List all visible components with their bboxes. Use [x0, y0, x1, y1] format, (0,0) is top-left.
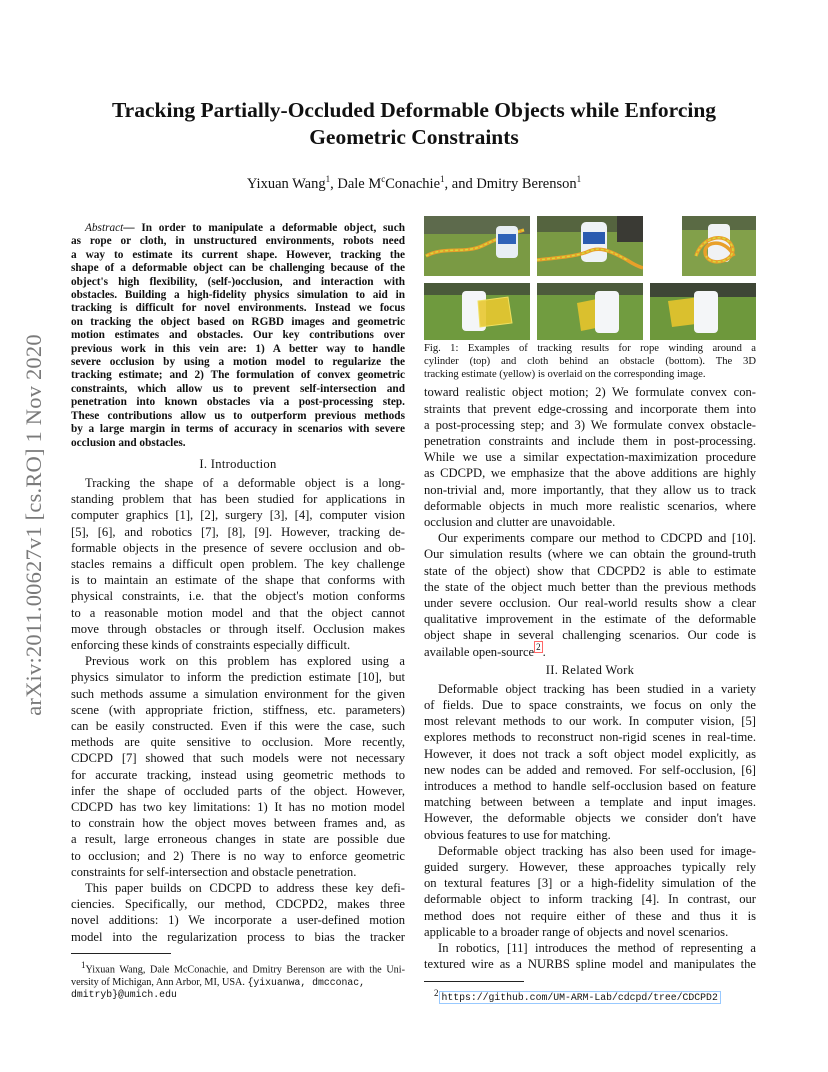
author-name: , and Dmitry Berenson [444, 175, 577, 192]
text-line: methods are quite sensitive to occlusion. More recently, [71, 735, 405, 750]
text-line: state of the object) show that CDCPD2 is able to estimate [424, 563, 756, 578]
footnote-link[interactable]: 2 [536, 642, 541, 653]
abstract-label: Abstract [85, 222, 124, 234]
text-line: CDCPD has two key limitations: 1) It has no motion model [71, 799, 405, 814]
footnote-rule [71, 953, 171, 954]
caption-line: Fig. 1: Examples of tracking results for rope winding around a [424, 343, 756, 354]
text-line: qualitative improvement in the estimate of the deformable [424, 612, 756, 627]
text-line: Our experiments compare our method to CDCPD and [10]. [438, 531, 756, 546]
affiliation-mark: 1 [325, 174, 331, 184]
text-line: While we use a similar expectation-maximization procedure [424, 450, 756, 465]
text-line: guided surgery. However, these approaches typically rely [424, 860, 756, 875]
abstract-line: motion estimates and obstacles. Our key contributions over [71, 329, 405, 342]
text-line: CDCPD [7] showed that such models were not necessary [71, 751, 405, 766]
text-line: scene (with appropriate friction, stiffness, etc. parameters) [71, 702, 405, 717]
figure-1-images [424, 216, 756, 336]
abstract-line: constraints, which allow us to prevent self-intersection and [71, 382, 405, 395]
text-line: object shape in several challenging scenarios. Our code is [424, 628, 756, 643]
text-line: physical constraints, i.e. that the object's motion conforms [71, 589, 405, 604]
footnote-mark: 2 [434, 987, 439, 998]
paragraph [71, 880, 405, 945]
text-line: such methods assume a simulation environment for the given [71, 686, 405, 701]
caption-line: tracking estimate (yellow) is overlaid on the corresponding image. [424, 368, 706, 380]
text-line: of fields. Due to space constraints, we focus on only the [424, 698, 756, 713]
text-line: obvious features to use for matching. [424, 827, 611, 842]
text-line: textured wire as a NURBS spline model and manipulates the [424, 957, 756, 972]
text-line: most relevant methods to our work. In computer vision, [5] [424, 714, 756, 729]
section-heading: II. Related Work [545, 662, 635, 677]
caption-line: cylinder (top) and cloth behind an obstacle (bottom). The 3D [424, 355, 756, 367]
rope-photo-1 [424, 216, 530, 276]
text-line: In robotics, [11] introduces the method of representing a [438, 941, 756, 956]
paragraph [424, 843, 756, 940]
text-line: move through obstacles or through itself. Occlusion makes [71, 621, 405, 636]
text-line: Previous work on this problem has explored using a [85, 654, 405, 669]
text-line: can be easily constructed. Even if this were the case, such [71, 718, 405, 733]
text-line: for accurate tracking, instead using geometric methods to [71, 767, 405, 782]
paragraph [71, 653, 405, 880]
text-line: Deformable object tracking has been studied in a variety [438, 681, 756, 696]
abstract-line: a way to estimate its current shape. However, tracking the [71, 248, 405, 261]
affiliation-mark: 1 [440, 174, 445, 184]
text-line: novel additions: 1) We incorporate a user-defined motion [71, 913, 405, 928]
text-line: available open-source $^2$ . [424, 642, 546, 659]
text-line: non-trivial and, more importantly, that they allow us to track [424, 482, 756, 497]
text-line: However, it does not track a soft object model explicitly, as [424, 746, 756, 761]
text-line: computer graphics [1], [2], surgery [3], [4], computer vision [71, 508, 405, 523]
abstract-line: by a large margin in terms of accuracy in scenarios with severe [71, 423, 405, 436]
text-line: new nodes can be added and removed. For self-occlusion, [6] [424, 762, 756, 777]
section-heading: I. Introduction [199, 456, 277, 471]
left-column [71, 222, 405, 1001]
paragraph [71, 475, 405, 653]
text-line: constraints for self-intersection and obstacle penetration. [71, 864, 357, 879]
author-name: Yixuan Wang [246, 175, 326, 192]
footnote-line: $^1$Yixuan Wang, Dale McConachie, and Dmitry Berenson are with the Uni- [81, 959, 405, 976]
footnote-2 [424, 987, 756, 1005]
text-line: on textural features [3] or a high-fidelity simulation of the [424, 876, 756, 891]
text-line: Tracking the shape of a deformable object is a long- [85, 475, 405, 490]
text-line: formable objects in the presence of severe occlusion and ob- [71, 540, 405, 555]
name-superscript: c [381, 174, 386, 184]
footnote-1 [71, 959, 405, 1002]
email-address: dmitryb}@umich.edu [71, 989, 177, 1000]
paper-title [80, 97, 748, 151]
text-line: method does not require either of these and thus it is [424, 908, 756, 923]
paragraph [424, 681, 756, 843]
text-line: deformable object to inform tracking [4]. In contrast, our [424, 892, 756, 907]
author-list [80, 174, 748, 193]
affiliation-mark: 1 [576, 174, 582, 184]
arxiv-id: arXiv:2011.00627v1 [cs.RO] 1 Nov 2020 [21, 334, 46, 716]
text-line: ciencies. Specifically, our method, CDCPD2, makes three [71, 897, 405, 912]
text-line: Deformable object tracking has also been used for image- [438, 843, 756, 858]
text-line: under severe occlusion. Our real-world results show a clear [424, 596, 756, 611]
arxiv-watermark [18, 290, 50, 760]
text-line: explores methods to reconstruct non-rigid scenes in real-time. [424, 730, 756, 745]
text-line: is to maintain an estimate of the shape that conforms with [71, 573, 405, 588]
text-line: straints that prevent edge-crossing and incorporate them into [424, 401, 756, 416]
paragraph [424, 940, 756, 972]
abstract-line: shape of a deformable object can be challenging because of the [71, 262, 405, 275]
abstract-line: severe occlusion by using a motion model to regularize the [71, 356, 405, 369]
abstract-line: Abstract— In order to manipulate a deformable object, such [85, 222, 405, 234]
text-line: the state of the object much better than the previous methods [424, 579, 756, 594]
author-name: Conachie [385, 175, 441, 192]
abstract-line: occlusion and obstacles. [71, 436, 186, 449]
author-name: , Dale M [330, 175, 382, 192]
text-line: occlusion and clutter are unavoidable. [424, 515, 616, 530]
abstract-line: tracking estimate; and 2) The formulation of convex geometric [71, 369, 405, 382]
email-address: {yixuanwa, dmcconac, [247, 976, 366, 988]
text-line: to a reasonable motion model and that the object cannot [71, 605, 405, 620]
cloth-photo-1 [424, 283, 530, 340]
text-line: applicable to a broader range of objects and novel scenarios. [424, 924, 729, 939]
abstract-line: on tracking the object based on RGBD images and geometric [71, 315, 405, 328]
text-line: infer the shape of occluded parts of the object. However, [71, 783, 405, 798]
text-line: as CDCPD, we emphasize that the above additions are highly [424, 466, 756, 481]
footnote-rule [424, 981, 524, 982]
footnote-line [71, 989, 405, 1001]
text-line: physics simulator to inform the prediction estimate [10], but [71, 670, 405, 685]
abstract-line: tracking is difficult for novel environments. Instead we focus [71, 302, 405, 315]
text-line: a post-processing step; and 3) We formulate convex obstacle- [424, 417, 756, 432]
cloth-photo-3 [650, 283, 756, 340]
abstract [71, 222, 405, 450]
text-line: introduces a method to handle self-occlusion based on feature [424, 779, 756, 794]
figure-caption [424, 343, 756, 381]
text-line: stacles remains a difficult open problem. The key challenge [71, 556, 405, 571]
title-line: Geometric Constraints [309, 125, 519, 149]
cloth-photo-2 [537, 283, 643, 340]
right-column [424, 216, 756, 1004]
paragraph [424, 384, 756, 530]
abstract-line: as rope or cloth, in unstructured environments, robots need [71, 235, 405, 248]
abstract-line: object's high flexibility, (self-)occlusion, and interaction with [71, 275, 405, 288]
rope-photo-2 [537, 216, 643, 276]
text-line: to constrain how the object moves between frames and, as [71, 816, 405, 831]
text-line: model into the regularization process to bias the tracker [71, 929, 405, 944]
text-line: to occlusion; and 2) There is no way to enforce geometric [71, 848, 405, 863]
text-line: toward realistic object motion; 2) We formulate convex con- [424, 385, 756, 400]
text-line: However, the deformable objects we consider don't have [424, 811, 756, 826]
text-line: a result, large erroneous changes in state are possible due [71, 832, 405, 847]
abstract-line: obstacles. Building a high-fidelity physics simulation to aid in [71, 289, 405, 302]
text-line: This paper builds on CDCPD to address these key defi- [85, 880, 405, 895]
rope-photo-3 [682, 216, 756, 276]
abstract-line: previous work in this vein are: 1) A better way to handle [71, 342, 405, 355]
code-repo-link[interactable]: https://github.com/UM-ARM-Lab/cdcpd/tree/CDCPD2 [439, 991, 721, 1004]
text-line: penetration constraints and include them in post-processing. [424, 434, 756, 448]
text-line: Our simulation results (where we can obtain the ground-truth [424, 547, 756, 562]
text-line: standing problem that has been studied for applications in [71, 492, 405, 507]
text-line: deformable objects in much more realistic scenarios, where [424, 498, 756, 513]
text-line: [5], [6], and robotics [7], [8], [9]. However, tracking de- [71, 524, 405, 539]
paragraph [424, 530, 756, 660]
title-line: Tracking Partially-Occluded Deformable Objects while Enforcing [111, 98, 717, 122]
footnote-line: versity of Michigan, Ann Arbor, MI, USA. {yixuanwa, dmcconac, [71, 976, 366, 988]
text-line: matching between between a template and input images. [424, 795, 756, 810]
abstract-line: penetration into known obstacles via a post-processing step. [71, 396, 405, 409]
abstract-line: These contributions allow us to outperform previous methods [71, 409, 405, 422]
text-line: enforcing these kinds of constraints especially difficult. [71, 637, 351, 652]
